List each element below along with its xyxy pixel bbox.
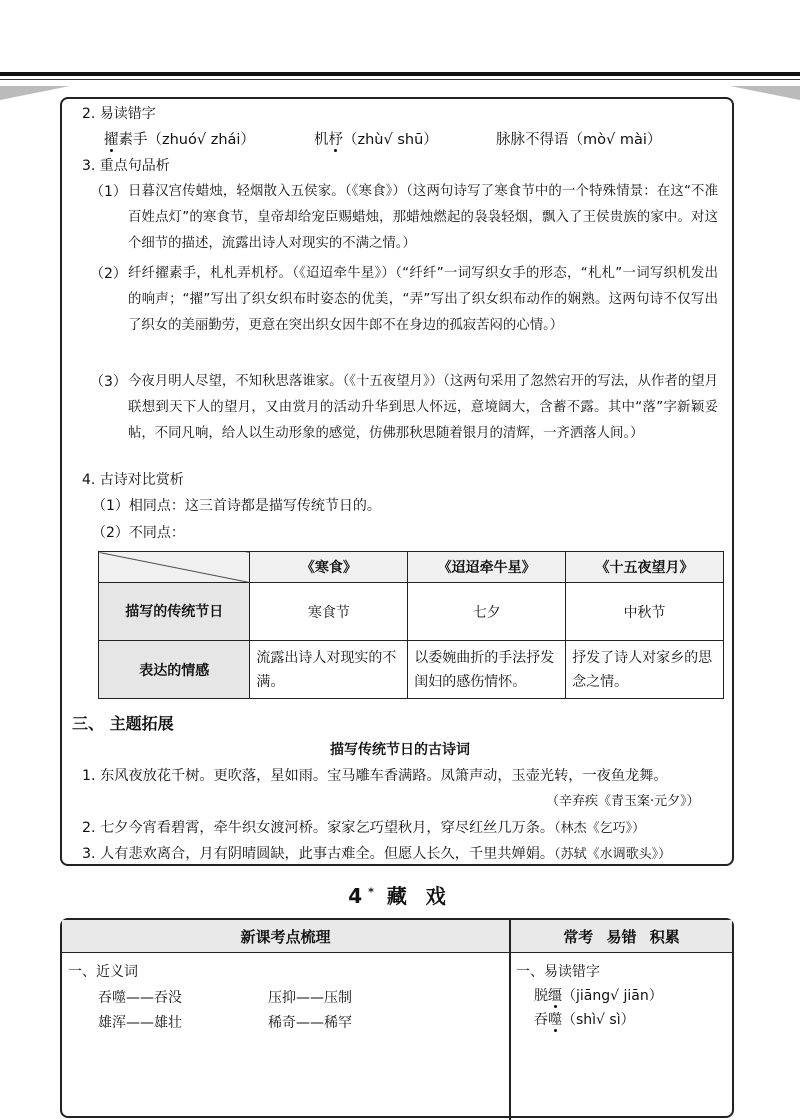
comparison-table	[98, 551, 724, 699]
section-heading: 4. 古诗对比赏析	[82, 472, 184, 488]
header-rule	[0, 72, 800, 76]
table-cell: 中秋节	[566, 583, 724, 641]
header-rule-thin	[0, 79, 800, 80]
theme-heading: 三、 主题拓展	[72, 714, 174, 733]
misread-item: 脱缰（jiāng√ jiān）	[534, 988, 663, 1004]
theme-subtitle: 描写传统节日的古诗词	[330, 742, 470, 758]
synonym-pair: 稀奇——稀罕	[268, 1015, 352, 1031]
lesson-title: 4* 藏 戏	[348, 884, 452, 908]
poem-line: 1. 东风夜放花千树。更吹落，星如雨。宝马雕车香满路。凤箫声动，玉壶光转，一夜鱼龙舞。	[82, 768, 668, 784]
section-heading: 2. 易读错字	[82, 106, 156, 122]
diff-points: （2）不同点：	[92, 525, 185, 541]
table-cell: 流露出诗人对现实的不满。	[250, 641, 408, 699]
misread-item: 脉脉不得语（mò√ mài）	[496, 132, 662, 148]
left-column-header: 新课考点梳理	[240, 928, 331, 946]
item-number: （3）	[90, 374, 127, 390]
analysis-paragraph: 日暮汉宫传蜡烛，轻烟散入五侯家。（《寒食》）（这两句诗写了寒食节中的一个特殊情景：在这“不准百姓点灯”的寒食节，皇帝却给宠臣赐蜡烛，那蜡烛燃起的袅袅轻烟，飘入了王侯贵族的家中。对这个细节的描述，流露出诗人对现实的不满之情。）	[128, 184, 718, 251]
table-col-header: 《十五夜望月》	[566, 552, 724, 583]
table-corner	[99, 552, 250, 583]
table-row-header: 描写的传统节日	[99, 583, 250, 641]
misread-item: 吞噬（shì√ sì）	[534, 1012, 635, 1028]
synonym-pair: 吞噬——吞没	[98, 990, 182, 1006]
table-row-header: 表达的情感	[99, 641, 250, 699]
item-number: （1）	[90, 184, 127, 200]
table-col-header: 《寒食》	[250, 552, 408, 583]
lesson-box-divider	[509, 920, 511, 1120]
table-cell: 抒发了诗人对家乡的思念之情。	[566, 641, 724, 699]
section-heading: 3. 重点句品析	[82, 158, 170, 174]
poem-source: （辛弃疾《青玉案·元夕》）	[546, 794, 700, 809]
corner-decoration-right	[730, 86, 800, 100]
table-cell: 寒食节	[250, 583, 408, 641]
synonym-pair: 压抑——压制	[268, 990, 352, 1006]
misread-item: 机杼（zhù√ shū）	[314, 132, 438, 148]
subsection-heading: 一、近义词	[68, 964, 138, 980]
same-points: （1）相同点：这三首诗都是描写传统节日的。	[92, 498, 381, 514]
subsection-heading: 一、易读错字	[516, 964, 600, 980]
corner-decoration-left	[0, 86, 70, 100]
item-number: （2）	[90, 266, 127, 282]
table-cell: 七夕	[408, 583, 566, 641]
table-col-header: 《迢迢牵牛星》	[408, 552, 566, 583]
analysis-paragraph: 今夜月明人尽望，不知秋思落谁家。（《十五夜望月》）（这两句采用了忽然宕开的写法，从作者的望月联想到天下人的望月，又由赏月的活动升华到思人怀远，意境阔大，含蓄不露。其中“落”字新颖妥帖，不同凡响，给人以生动形象的感觉，仿佛那秋思随着银月的清辉，一齐洒落人间。）	[128, 374, 718, 441]
analysis-paragraph: 纤纤擢素手，札札弄机杼。（《迢迢牵牛星》）（“纤纤”一词写织女手的形态，“札札”一词写织机发出的响声；“擢”写出了织女织布时姿态的优美，“弄”写出了织女织布动作的娴熟。这两句诗不仅写出了织女的美丽勤劳，更意在突出织女因牛郎不在身边的孤寂苦闷的心情。）	[128, 266, 718, 333]
misread-item: 擢素手（zhuó√ zhái）	[104, 132, 255, 148]
poem-line: 2. 七夕今宵看碧霄，牵牛织女渡河桥。家家乞巧望秋月，穿尽红丝几万条。（林杰《乞巧》）	[82, 820, 646, 836]
table-cell: 以委婉曲折的手法抒发闺妇的感伤情怀。	[408, 641, 566, 699]
poem-line: 3. 人有悲欢离合，月有阴晴圆缺，此事古难全。但愿人长久，千里共婵娟。（苏轼《水调歌头》）	[82, 846, 672, 862]
synonym-pair: 雄浑——雄壮	[98, 1015, 182, 1031]
right-column-header: 常考 易错 积累	[563, 928, 680, 946]
